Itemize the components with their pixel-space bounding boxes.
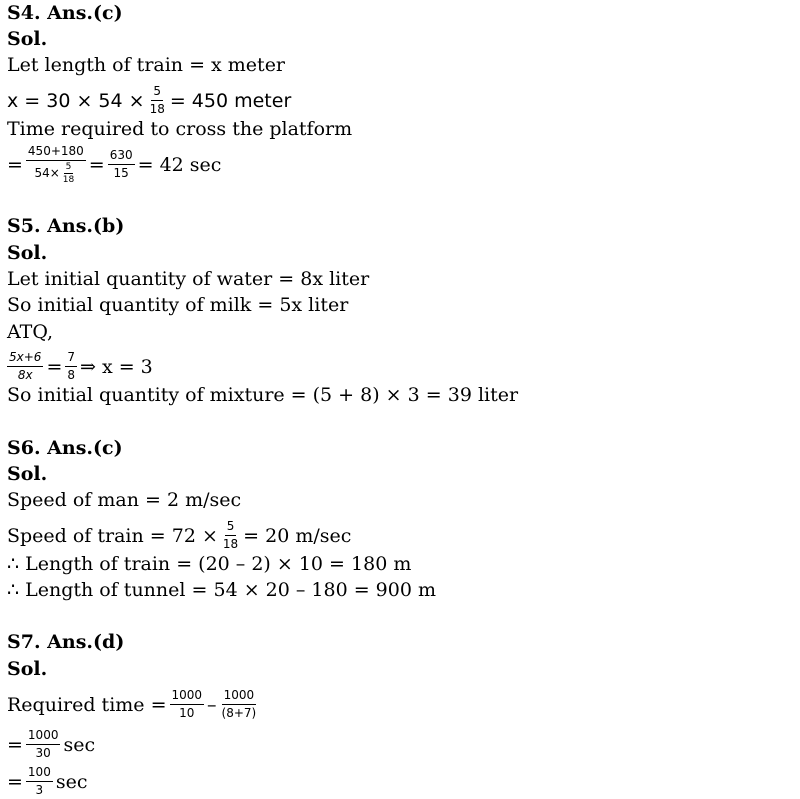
s5-line-5: So initial quantity of mixture = (5 + 8) × 3 = 39 liter <box>7 384 519 406</box>
s7-line-3 <box>7 765 87 798</box>
s6-line-3: ∴ Length of train = (20 – 2) × 10 = 180 m <box>7 553 412 575</box>
fraction-numerator: 100 <box>26 765 53 782</box>
fraction-numerator: 1000 <box>26 728 61 745</box>
fraction-denominator: 3 <box>35 783 44 797</box>
s6-line-2-lhs: Speed of train = 72 × <box>7 524 218 547</box>
fraction-numerator: 5 <box>151 84 163 101</box>
s4-line-4 <box>7 144 221 185</box>
nested-fraction <box>61 162 76 185</box>
s7-line-1-fraction-1 <box>170 688 205 721</box>
s5-line-2: So initial quantity of milk = 5x liter <box>7 294 349 316</box>
fraction-denominator: 18 <box>62 175 75 185</box>
fraction-denominator: 18 <box>222 537 239 551</box>
fraction-numerator: 1000 <box>170 688 205 705</box>
s4-line-2-fraction <box>148 84 167 117</box>
fraction-numerator: 630 <box>108 148 135 165</box>
s4-line-2 <box>7 84 291 117</box>
s4-heading: S4. Ans.(c) <box>7 2 123 24</box>
fraction-denominator: 30 <box>35 746 51 760</box>
s7-line-2-eq: = <box>7 733 23 756</box>
s5-line-4 <box>7 350 153 383</box>
fraction-denominator <box>32 161 79 185</box>
fraction-denominator: 10 <box>179 706 195 720</box>
s5-sol-label: Sol. <box>7 242 48 264</box>
s7-line-3-rhs: sec <box>55 770 88 793</box>
s7-line-3-fraction <box>26 765 53 798</box>
fraction-numerator: 450+180 <box>26 144 86 161</box>
s4-line-4-fraction-2 <box>108 148 135 181</box>
fraction-numerator: 5x+6 <box>7 350 43 367</box>
s6-heading: S6. Ans.(c) <box>7 437 123 459</box>
s6-sol-label: Sol. <box>7 463 48 485</box>
fraction-numerator: 7 <box>65 350 77 367</box>
s6-line-2 <box>7 519 351 552</box>
fraction-denominator: (8+7) <box>221 706 257 720</box>
s7-line-2-rhs: sec <box>63 733 96 756</box>
s5-line-4-eq: = <box>46 355 63 378</box>
s7-line-1-lhs: Required time = <box>7 693 167 716</box>
s4-line-4-fraction-1 <box>26 144 86 185</box>
s7-line-1-minus: – <box>207 693 217 716</box>
fraction-denominator: 15 <box>113 166 129 180</box>
s6-line-2-fraction <box>221 519 240 552</box>
s6-line-2-rhs: = 20 m/sec <box>243 524 352 547</box>
s7-line-3-eq: = <box>7 770 23 793</box>
s7-line-1 <box>7 688 261 721</box>
s4-line-4-eq: = <box>7 153 23 176</box>
fraction-numerator: 5 <box>225 519 237 536</box>
s5-line-3: ATQ, <box>7 321 54 343</box>
fraction-numerator: 5 <box>65 162 72 172</box>
fraction-denominator: 8x <box>17 368 33 382</box>
s7-line-1-fraction-2 <box>220 688 259 721</box>
fraction-denominator: 18 <box>149 102 165 116</box>
fraction-numerator: 1000 <box>222 688 257 705</box>
s4-line-2-rhs: = 450 meter <box>169 89 292 112</box>
s4-sol-label: Sol. <box>7 28 48 50</box>
s6-line-1: Speed of man = 2 m/sec <box>7 489 242 511</box>
s6-line-4: ∴ Length of tunnel = 54 × 20 – 180 = 900 m <box>7 579 436 601</box>
s7-line-2-fraction <box>26 728 61 761</box>
s4-line-4-eq-2: = <box>88 153 105 176</box>
s7-line-2 <box>7 728 95 761</box>
s4-line-2-lhs: x = 30 × 54 × <box>7 89 145 112</box>
s7-sol-label: Sol. <box>7 658 48 680</box>
fraction-denominator: 8 <box>67 368 75 382</box>
s5-line-1: Let initial quantity of water = 8x liter <box>7 268 370 290</box>
s4-line-3: Time required to cross the platform <box>7 118 353 140</box>
s5-line-4-fraction-1 <box>7 350 43 383</box>
s5-heading: S5. Ans.(b) <box>7 215 125 237</box>
s7-heading: S7. Ans.(d) <box>7 631 125 653</box>
s4-line-1: Let length of train = x meter <box>7 54 286 76</box>
s5-line-4-fraction-2 <box>65 350 77 383</box>
s4-line-4-rhs: = 42 sec <box>137 153 222 176</box>
fraction-denominator-text: 54× <box>34 166 60 180</box>
s5-line-4-rhs: ⇒ x = 3 <box>80 355 153 378</box>
